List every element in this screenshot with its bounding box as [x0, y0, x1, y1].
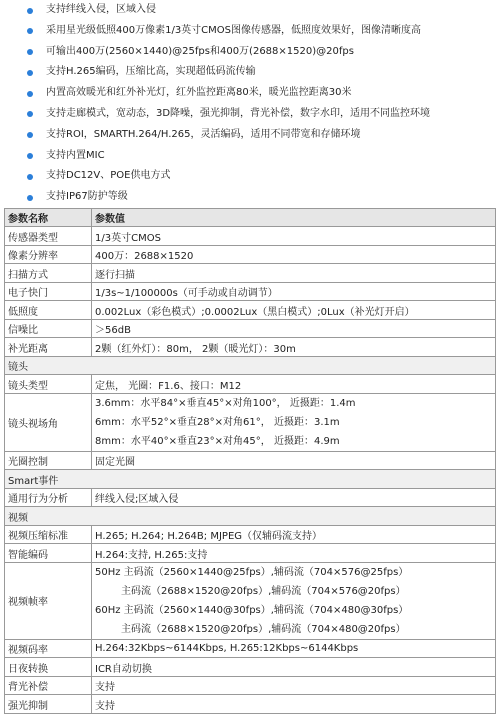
row-label: 像素分辨率 [5, 245, 92, 264]
framerate-line: 60Hz 主码流（2560×1440@30fps）,辅码流（704×480@30fps） [95, 604, 409, 616]
row-value: 1/3英寸CMOS [92, 227, 496, 246]
table-header-row [5, 208, 496, 227]
section-row-smart [5, 470, 496, 489]
row-value: H.265; H.264; H.264B; MJPEG（仅辅码流支持） [92, 525, 496, 544]
table-row [5, 245, 496, 264]
table-row [5, 375, 496, 394]
table-row [5, 264, 496, 283]
fov-line: 6mm：水平52°×垂直28°×对角61°， 近摄距：3.1m [95, 416, 340, 428]
framerate-line: 主码流（2688×1520@20fps）,辅码流（704×480@20fps） [121, 623, 406, 635]
feature-item: 采用星光级低照400万像素1/3英寸CMOS图像传感器，低照度效果好，图像清晰度高 [0, 21, 500, 42]
row-label: 电子快门 [5, 282, 92, 301]
feature-item: 内置高效暖光和红外补光灯，红外监控距离80米，暖光监控距离30米 [0, 83, 500, 104]
feature-item: 支持内置MIC [0, 146, 500, 167]
feature-item: 支持走廊模式，宽动态，3D降噪，强光抑制，背光补偿，数字水印，适用不同监控环境 [0, 104, 500, 125]
bullet-icon [27, 28, 33, 34]
row-label: 视频码率 [5, 639, 92, 658]
table-row [5, 451, 496, 470]
feature-item: 可输出400万(2560×1440)@25fps和400万(2688×1520)@20fps [0, 42, 500, 63]
row-label: 日夜转换 [5, 658, 92, 677]
feature-item: 支持绊线入侵，区域入侵 [0, 0, 500, 21]
row-label: 扫描方式 [5, 264, 92, 283]
table-row [5, 282, 496, 301]
row-label: 通用行为分析 [5, 488, 92, 507]
row-label: 智能编码 [5, 544, 92, 563]
feature-item: 支持DC12V、POE供电方式 [0, 166, 500, 187]
spec-table [4, 208, 496, 714]
row-label: 低照度 [5, 301, 92, 320]
feature-item: 支持IP67防护等级 [0, 187, 500, 208]
row-value: 0.002Lux（彩色模式）;0.0002Lux（黑白模式）;0Lux（补光灯开启） [92, 301, 496, 320]
table-row [5, 525, 496, 544]
row-label: 补光距离 [5, 338, 92, 357]
row-label: 背光补偿 [5, 676, 92, 695]
table-row [5, 658, 496, 677]
row-value: H.264:支持, H.265:支持 [92, 544, 496, 563]
bullet-icon [27, 132, 33, 138]
row-value: 支持 [92, 676, 496, 695]
framerate-line: 主码流（2688×1520@20fps）,辅码流（704×576@20fps） [121, 585, 406, 597]
row-value: 固定光圈 [92, 451, 496, 470]
row-value: 定焦， 光圈：F1.6、接口：M12 [92, 375, 496, 394]
row-value [92, 562, 496, 639]
bullet-icon [27, 49, 33, 55]
feature-item: 支持H.265编码，压缩比高，实现超低码流传输 [0, 62, 500, 83]
table-row [5, 301, 496, 320]
fov-line: 8mm：水平40°×垂直23°×对角45°， 近摄距：4.9m [95, 435, 340, 447]
header-param-value: 参数值 [92, 208, 496, 227]
table-row [5, 227, 496, 246]
table-row [5, 562, 496, 639]
feature-list [0, 0, 500, 208]
row-label: 视频帧率 [5, 562, 92, 639]
table-row [5, 639, 496, 658]
row-value: ＞56dB [92, 319, 496, 338]
framerate-line: 50Hz 主码流（2560×1440@25fps）,辅码流（704×576@25fps） [95, 566, 409, 578]
row-label: 强光抑制 [5, 695, 92, 714]
row-value: H.264:32Kbps~6144Kbps, H.265:12Kbps~6144Kbps [92, 639, 496, 658]
fov-line: 3.6mm：水平84°×垂直45°×对角100°， 近摄距：1.4m [95, 397, 356, 409]
row-label: 光圈控制 [5, 451, 92, 470]
section-row-video [5, 507, 496, 526]
section-title: Smart事件 [5, 470, 496, 489]
row-label: 镜头视场角 [5, 393, 92, 451]
table-row [5, 676, 496, 695]
header-param-name: 参数名称 [5, 208, 92, 227]
row-label: 传感器类型 [5, 227, 92, 246]
section-title: 视频 [5, 507, 496, 526]
table-row [5, 544, 496, 563]
row-label: 视频压缩标准 [5, 525, 92, 544]
row-label: 信噪比 [5, 319, 92, 338]
row-label: 镜头类型 [5, 375, 92, 394]
row-value: 1/3s~1/100000s（可手动或自动调节） [92, 282, 496, 301]
bullet-icon [27, 91, 33, 97]
table-row [5, 695, 496, 714]
row-value [92, 393, 496, 451]
row-value: 2颗（红外灯）：80m， 2颗（暖光灯）：30m [92, 338, 496, 357]
bullet-icon [27, 70, 33, 76]
row-value: 支持 [92, 695, 496, 714]
row-value: 绊线入侵;区域入侵 [92, 488, 496, 507]
bullet-icon [27, 153, 33, 159]
bullet-icon [27, 8, 33, 14]
bullet-icon [27, 174, 33, 180]
table-row [5, 338, 496, 357]
bullet-icon [27, 111, 33, 117]
table-row [5, 319, 496, 338]
row-value: 400万：2688×1520 [92, 245, 496, 264]
section-title: 镜头 [5, 356, 496, 375]
table-row [5, 393, 496, 451]
row-value: 逐行扫描 [92, 264, 496, 283]
feature-item: 支持ROI，SMARTH.264/H.265，灵活编码，适用不同带宽和存储环境 [0, 125, 500, 146]
row-value: ICR自动切换 [92, 658, 496, 677]
table-row [5, 488, 496, 507]
bullet-icon [27, 195, 33, 201]
section-row-lens [5, 356, 496, 375]
